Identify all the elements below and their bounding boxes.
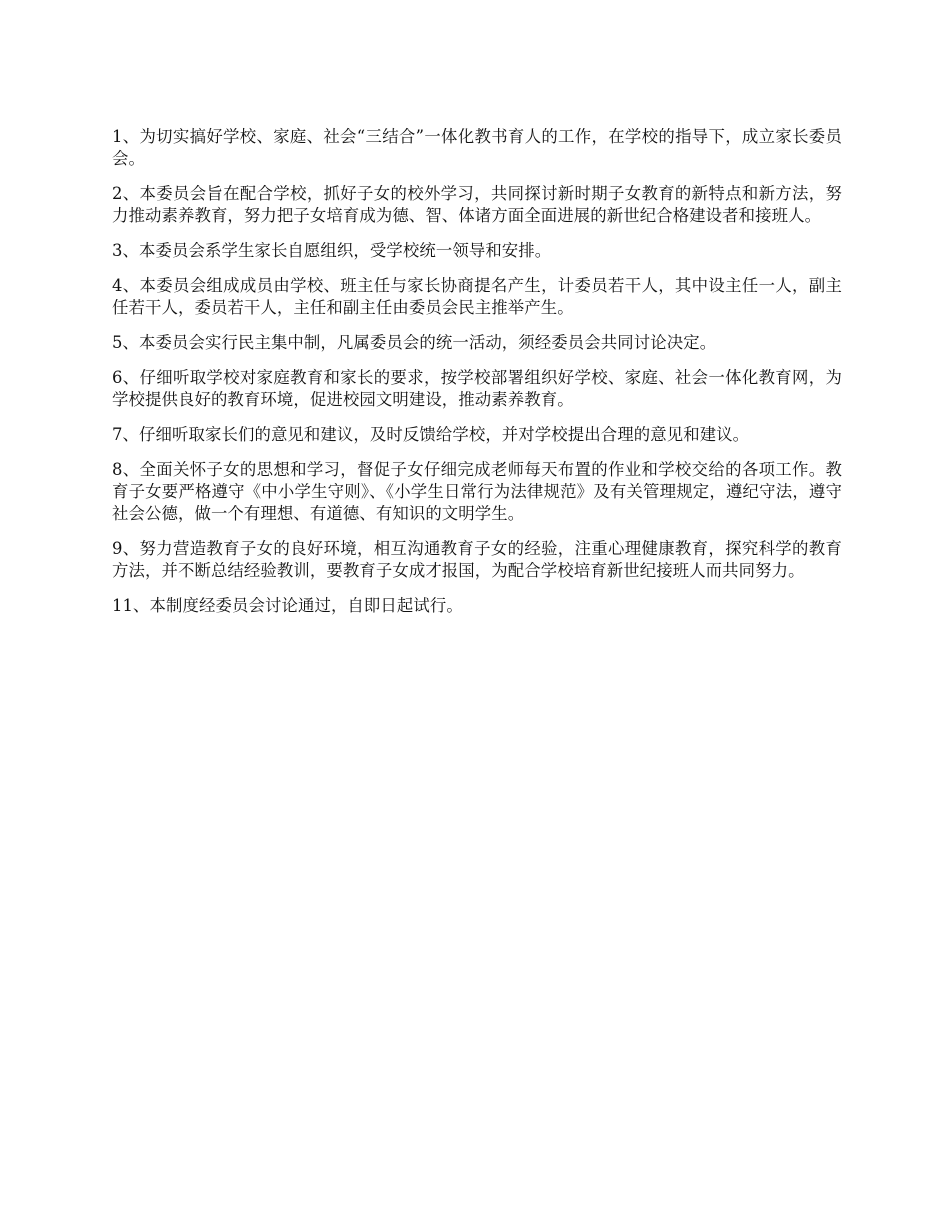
paragraph-11: 11、本制度经委员会讨论通过，自即日起试行。: [112, 596, 463, 615]
paragraph-2: 2、本委员会旨在配合学校，抓好子女的校外学习，共同探讨新时期子女教育的新特点和新方法，努力推动素养教育，努力把子女培育成为德、智、体诸方面全面进展的新世纪合格建设者和接班人。: [112, 184, 842, 225]
document-body: [112, 126, 842, 630]
paragraph-1: 1、为切实搞好学校、家庭、社会“三结合”一体化教书育人的工作，在学校的指导下，成立家长委员会。: [112, 127, 842, 168]
paragraph-9: 9、努力营造教育子女的良好环境，相互沟通教育子女的经验，注重心理健康教育，探究科学的教育方法，并不断总结经验教训，要教育子女成才报国，为配合学校培育新世纪接班人而共同努力。: [112, 539, 842, 580]
paragraph-6: 6、仔细听取学校对家庭教育和家长的要求，按学校部署组织好学校、家庭、社会一体化教育网，为学校提供良好的教育环境，促进校园文明建设，推动素养教育。: [112, 368, 842, 409]
paragraph-7: 7、仔细听取家长们的意见和建议，及时反馈给学校，并对学校提出合理的意见和建议。: [112, 425, 750, 444]
paragraph-5: 5、本委员会实行民主集中制，凡属委员会的统一活动，须经委员会共同讨论决定。: [112, 333, 717, 352]
paragraph-3: 3、本委员会系学生家长自愿组织，受学校统一领导和安排。: [112, 241, 552, 260]
paragraph-8: 8、全面关怀子女的思想和学习，督促子女仔细完成老师每天布置的作业和学校交给的各项工作。教育子女要严格遵守《中小学生守则》、《小学生日常行为法律规范》及有关管理规定，遵纪守法，遵守社会公德，做一个有理想、有道德、有知识的文明学生。: [112, 460, 842, 523]
paragraph-4: 4、本委员会组成成员由学校、班主任与家长协商提名产生，计委员若干人，其中设主任一人，副主任若干人，委员若干人，主任和副主任由委员会民主推举产生。: [112, 276, 842, 317]
